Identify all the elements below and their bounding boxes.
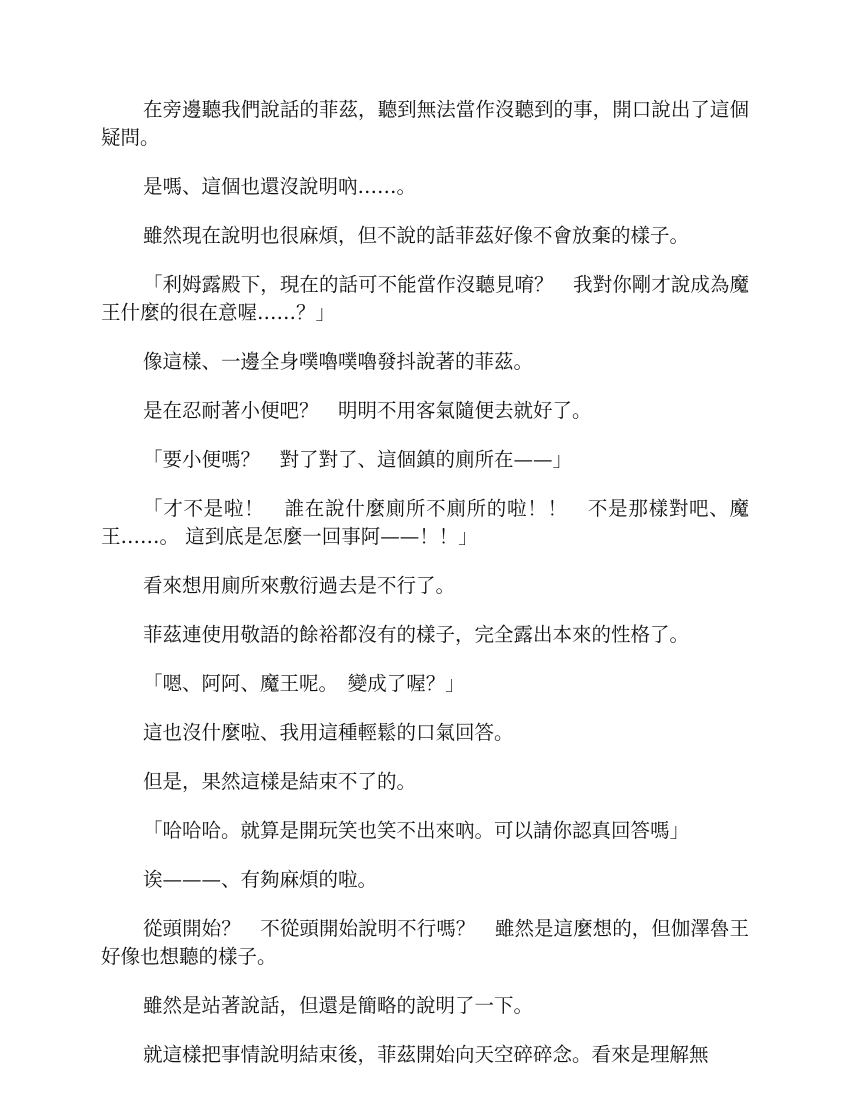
paragraph: 像這樣、一邊全身噗嚕噗嚕發抖說著的菲茲。 — [143, 350, 534, 373]
paragraph: 從頭開始？ 不從頭開始說明不行嗎？ 雖然是這麼想的，但伽澤魯王好像也想聽的樣子。 — [101, 917, 749, 968]
paragraph: 「利姆露殿下，現在的話可不能當作沒聽見唷？ 我對你剛才說成為魔王什麼的很在意喔……？」 — [101, 273, 749, 324]
paragraph: 诶———、有夠麻煩的啦。 — [143, 868, 378, 891]
paragraph: 「要小便嗎？ 對了對了、這個鎮的廁所在——」 — [143, 448, 573, 471]
paragraph: 看來想用廁所來敷衍過去是不行了。 — [143, 574, 456, 597]
paragraph: 菲茲連使用敬語的餘裕都沒有的樣子，完全露出本來的性格了。 — [143, 623, 690, 646]
paragraph: 是在忍耐著小便吧？ 明明不用客氣隨便去就好了。 — [143, 399, 592, 422]
paragraph: 「才不是啦！ 誰在說什麼廁所不廁所的啦！！ 不是那樣對吧、魔王……。 這到底是怎麼一回事阿——！！」 — [101, 497, 749, 548]
paragraph: 但是，果然這樣是結束不了的。 — [143, 770, 417, 793]
paragraph: 是嗎、這個也還沒說明吶……。 — [143, 175, 417, 198]
document-page — [101, 96, 749, 1090]
paragraph: 雖然現在說明也很麻煩，但不說的話菲茲好像不會放棄的樣子。 — [143, 224, 690, 247]
paragraph: 「哈哈哈。就算是開玩笑也笑不出來吶。可以請你認真回答嗎」 — [143, 819, 690, 842]
paragraph: 這也沒什麼啦、我用這種輕鬆的口氣回答。 — [143, 721, 514, 744]
paragraph: 雖然是站著說話，但還是簡略的說明了一下。 — [143, 994, 534, 1017]
paragraph: 「嗯、阿阿、魔王呢。 變成了喔？」 — [143, 672, 465, 695]
paragraph: 在旁邊聽我們說話的菲茲，聽到無法當作沒聽到的事，開口說出了這個疑問。 — [101, 98, 749, 149]
paragraph: 就這樣把事情說明結束後，菲茲開始向天空碎碎念。看來是理解無 — [143, 1043, 709, 1066]
